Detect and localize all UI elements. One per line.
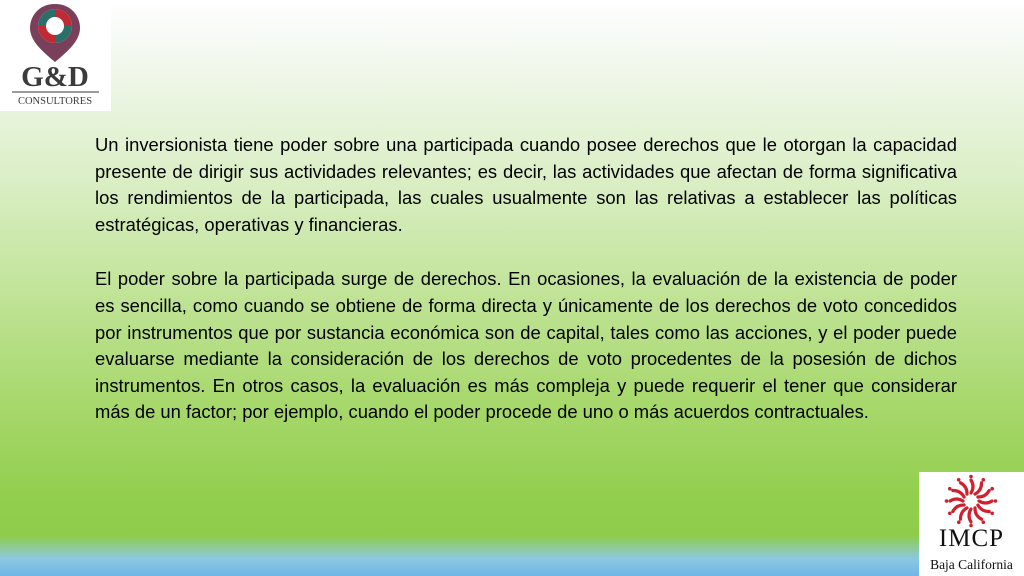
main-content <box>95 132 957 426</box>
emblem-ray <box>953 490 964 497</box>
emblem-dot <box>982 520 986 524</box>
imcp-logo <box>919 472 1024 576</box>
paragraph-power-rights: El poder sobre la participada surge de derechos. En ocasiones, la evaluación de la existencia de poder es sencilla, como cuando se obtiene de forma directa y únicamente de los derechos de voto concedidos por instrumentos que por sustancia económica son de capital, tales como las acciones, y el poder puede evaluarse mediante la consideración de los derechos de voto procedentes de la posesión de dichos instrumentos. En otros casos, la evaluación es más compleja y puede requerir el tener que considerar más de un factor; por ejemplo, cuando el poder procede de uno o más acuerdos contractuales. <box>95 268 957 423</box>
paragraph-power-definition: Un inversionista tiene poder sobre una participada cuando posee derechos que le otorgan la capacidad presente de dirigir sus actividades relevantes; es decir, las actividades que afectan de forma significativa los rendimientos de la participada, las cuales usualmente son las relativas a establecer las políticas estratégicas, operativas y financieras. <box>95 134 957 235</box>
emblem-dot <box>945 499 949 503</box>
emblem-ray <box>960 508 967 519</box>
emblem-ray <box>978 505 989 512</box>
imcp-emblem-icon <box>919 472 1024 528</box>
imcp-title: IMCP <box>938 525 1005 552</box>
imcp-subtitle: Baja California <box>930 557 1013 572</box>
emblem-dot <box>957 520 961 524</box>
emblem-dot <box>994 499 998 503</box>
emblem-ray <box>971 480 973 493</box>
gd-brand-text: G&D <box>21 61 89 93</box>
gd-tagline-text: CONSULTORES <box>17 96 93 107</box>
emblem-ray <box>979 501 992 503</box>
gd-consultores-logo <box>0 0 111 111</box>
emblem-dot <box>948 512 952 516</box>
emblem-dot <box>957 478 961 482</box>
emblem-dot <box>990 512 994 516</box>
emblem-dot <box>948 487 952 491</box>
emblem-ray <box>969 509 971 522</box>
emblem-ray <box>975 483 982 494</box>
emblem-dot <box>982 478 986 482</box>
emblem-ray <box>950 499 963 501</box>
emblem-dot <box>990 487 994 491</box>
emblem-dot <box>969 475 973 479</box>
gd-logo-graphic <box>0 0 111 111</box>
